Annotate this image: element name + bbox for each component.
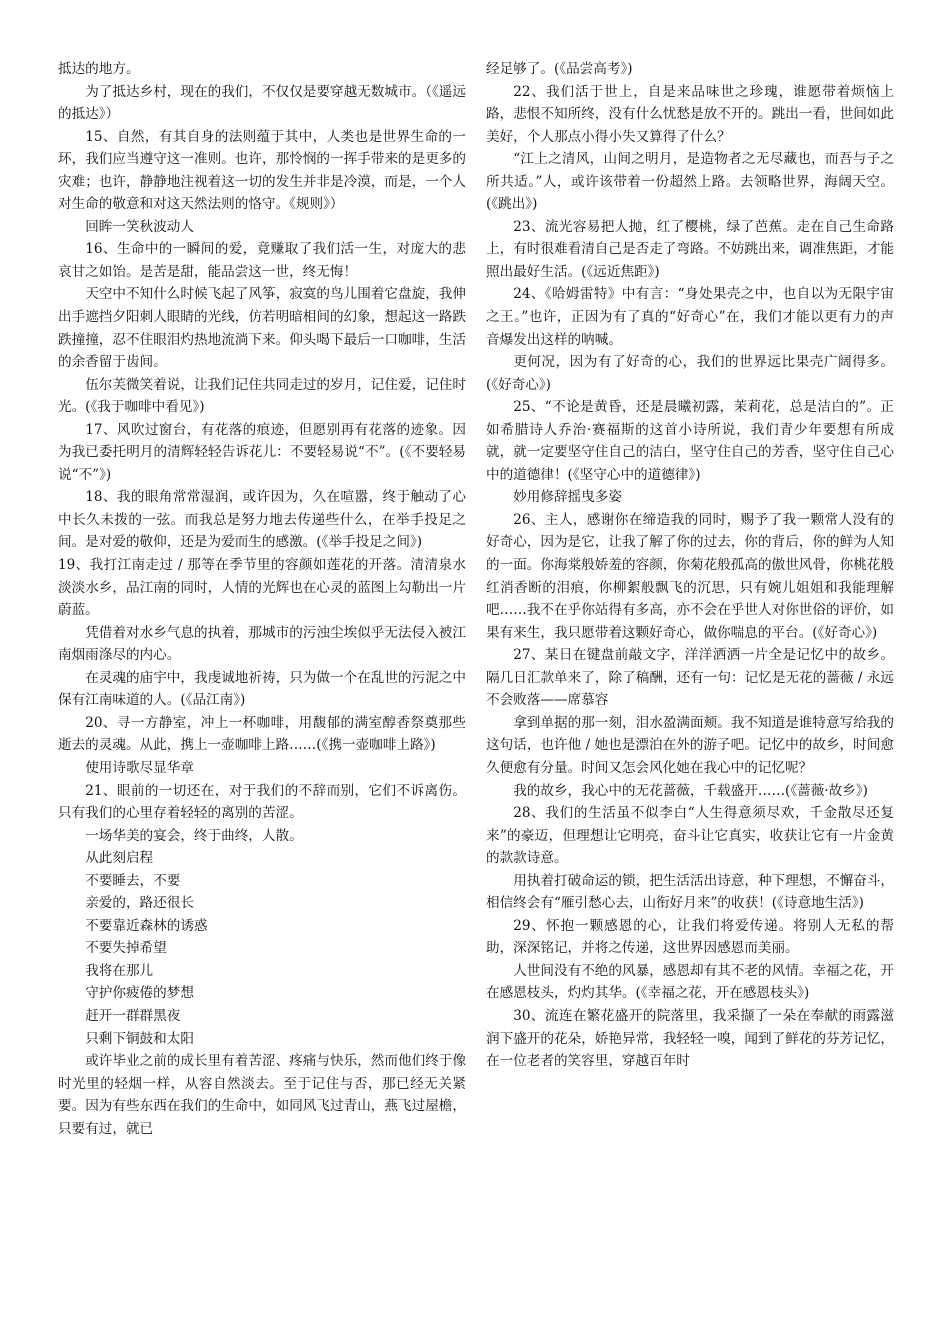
- paragraph: 经足够了。(《品尝高考》): [486, 61, 633, 77]
- paragraph: 在灵魂的庙宇中，我虔诚地祈祷，只为做一个在乱世的污泥之中保有江南味道的人。(《品江南》): [58, 669, 466, 709]
- section-heading: 回眸一笑秋波动人: [85, 218, 194, 235]
- left-column: [58, 58, 466, 1330]
- paragraph: 22、我们活于世上，自是来品味世之珍瑰，谁愿带着烦恼上路，悲恨不知所终，没有什么忧愁是放不开的。跳出一看，世间如此美好，个人那点小得小失又算得了什么？: [486, 83, 894, 145]
- paragraph: 20、寻一方静室，冲上一杯咖啡，用馥郁的满室醇香祭奠那些逝去的灵魂。从此，携上一壶咖啡上路……(《携一壶咖啡上路》): [58, 714, 466, 754]
- paragraph: 30、流连在繁花盛开的院落里，我采撷了一朵在奉献的雨露滋润下盛开的花朵，娇艳异常，我轻轻一嗅，闻到了鲜花的芬芳记忆，在一位老者的笑容里，穿越百年时: [486, 1007, 894, 1070]
- paragraph: 26、主人，感谢你在缔造我的同时，赐予了我一颗常人没有的好奇心，因为是它，让我了解了你的过去，你的背后，你的鲜为人知的一面。你海棠般娇羞的容颜，你菊花般孤高的傲世风骨，你桃花般红消香断的泪痕，你柳絮般飘飞的沉思，只有婉儿姐姐和我能理解吧……我不在乎你站得有多高，亦不会在乎世人对你世俗的评价，如果有来生，我只愿带着这颗好奇心，做你喘息的平台。(《好奇心》): [486, 511, 894, 641]
- section-heading: 妙用修辞摇曳多姿: [513, 489, 622, 506]
- paragraph: 18、我的眼角常常湿润，或许因为，久在喧嚣，终于触动了心中长久未拨的一弦。而我总是努力地去传递些什么，在举手投足之间。是对爱的敬仰，还是为爱而生的感激。(《举手投足之间》): [58, 489, 466, 551]
- paragraph: 天空中不知什么时候飞起了风筝，寂寞的鸟儿围着它盘旋，我伸出手遮挡夕阳刺人眼睛的光线，仿若明暗相间的幻象，想起这一路跌跌撞撞，忍不住眼泪灼热地流淌下来。仰头喝下最后一口咖啡，生活的余香留于齿间。: [58, 286, 466, 371]
- paragraph: 抵达的地方。: [58, 61, 140, 77]
- poem-line: 守护你疲倦的梦想: [85, 985, 194, 1002]
- section-heading: 使用诗歌尽显华章: [85, 759, 194, 776]
- paragraph: 28、我们的生活虽不似李白“人生得意须尽欢，千金散尽还复来”的豪迈，但理想让它明亮，奋斗让它真实，收获让它有一片金黄的款款诗意。: [486, 805, 894, 867]
- poem-line: 一场华美的宴会，终于曲终，人散。: [85, 827, 303, 844]
- document-page: [58, 58, 894, 1330]
- poem-line: 不要睡去，不要: [85, 872, 181, 889]
- paragraph: 17、风吹过窗台，有花落的痕迹，但愿别再有花落的迹象。因为我已委托明月的清辉轻轻告诉花儿：不要轻易说“不”。(《不要轻易说“不”》): [58, 421, 466, 483]
- paragraph: 25、“不论是黄昏，还是晨曦初露，茉莉花，总是洁白的”。正如希腊诗人乔治·赛福斯的这首小诗所说，我们青少年要想有所成就，就一定要坚守住自己的洁白，坚守住自己的芳香，坚守住自己心中的道德律！(《坚守心中的道德律》): [486, 399, 894, 483]
- paragraph: 或许毕业之前的成长里有着苦涩、疼痛与快乐，然而他们终于像时光里的轻烟一样，从容自然淡去。至于记住与否，那已经无关紧要。因为有些东西在我们的生命中，如同风飞过青山，燕飞过屋檐，只要有过，就已: [58, 1053, 466, 1137]
- paragraph: 为了抵达乡村，现在的我们，不仅仅是要穿越无数城市。（《遥远的抵达》）: [58, 83, 466, 123]
- poem-line: 不要失掉希望: [85, 940, 167, 957]
- paragraph: 我的故乡，我心中的无花蔷薇，千载盛开……(《蔷薇·故乡》): [513, 782, 868, 799]
- paragraph: “江上之清风，山间之明月，是造物者之无尽藏也，而吾与子之所共适。”人，或许该带着一份超然上路。去领略世界，海阔天空。(《跳出》): [486, 151, 894, 213]
- poem-line: 不要靠近森林的诱惑: [85, 917, 208, 934]
- poem-line: 从此刻启程: [85, 850, 154, 867]
- paragraph: 21、眼前的一切还在，对于我们的不辞而别，它们不诉离伤。只有我们的心里存着轻轻的离别的苦涩。: [58, 782, 466, 822]
- paragraph: 27、某日在键盘前敲文字，洋洋洒洒一片全是记忆中的故乡。隔几日汇款单来了，除了稿酬，还有一句：记忆是无花的蔷薇 / 永远不会败落——席慕容: [486, 647, 894, 709]
- paragraph: 凭借着对水乡气息的执着，那城市的污浊尘埃似乎无法侵入被江南烟雨涤尽的内心。: [58, 624, 466, 664]
- paragraph: 伍尔芙微笑着说，让我们记住共同走过的岁月，记住爱，记住时光。(《我于咖啡中看见》): [58, 376, 466, 416]
- paragraph: 更何况，因为有了好奇的心，我们的世界远比果壳广阔得多。(《好奇心》): [486, 354, 894, 393]
- poem-line: 赶开一群群黑夜: [85, 1007, 181, 1024]
- poem-line: 亲爱的，路还很长: [85, 895, 194, 912]
- paragraph: 人世间没有不绝的风暴，感恩却有其不老的风情。幸福之花，开在感恩枝头，灼灼其华。(《幸福之花，开在感恩枝头》): [486, 962, 894, 1002]
- paragraph: 拿到单据的那一刻，泪水盈满面颊。我不知道是谁特意写给我的这句话，也许他 / 她也是漂泊在外的游子吧。记忆中的故乡，时间愈久便愈有分量。时间又怎会风化她在我心中的记忆呢？: [486, 714, 894, 776]
- poem-line: 我将在那儿: [85, 962, 154, 979]
- right-column: [486, 58, 894, 1330]
- paragraph: 29、怀抱一颗感恩的心，让我们将爱传递。将别人无私的帮助，深深铭记，并将之传递，这世界因感恩而美丽。: [486, 917, 894, 957]
- paragraph: 19、我打江南走过 / 那等在季节里的容颜如莲花的开落。清清泉水淡淡水乡，品江南的同时，人情的光辉也在心灵的蓝图上勾勒出一片蔚蓝。: [58, 557, 466, 619]
- poem-line: 只剩下铜鼓和太阳: [85, 1030, 194, 1047]
- paragraph: 16、生命中的一瞬间的爱，竟赚取了我们活一生，对庞大的悲哀甘之如饴。是苦是甜，能品尝这一世，终无悔！: [58, 241, 466, 280]
- paragraph: 24、《哈姆雷特》中有言：“身处果壳之中，也自以为无限宇宙之王。”也许，正因为有了真的“好奇心”在，我们才能以更有力的声音爆发出这样的呐喊。: [486, 286, 894, 348]
- paragraph: 23、流光容易把人抛，红了樱桃，绿了芭蕉。走在自己生命路上，有时很难看清自己是否走了弯路。不妨跳出来，调准焦距，才能照出最好生活。(《远近焦距》): [486, 218, 894, 280]
- paragraph: 用执着打破命运的锁，把生活活出诗意，种下理想，不懈奋斗，相信终会有“雁引愁心去，山衔好月来”的收获！(《诗意地生活》): [486, 872, 894, 912]
- paragraph: 15、自然，有其自身的法则蕴于其中，人类也是世界生命的一环，我们应当遵守这一准则。也许，那怜悯的一挥手带来的是更多的灾难；也许，静静地注视着这一切的发生并非是冷漠，而是，一个人对生命的敬意和对这天然法则的恪守。《规则》）: [58, 128, 466, 213]
